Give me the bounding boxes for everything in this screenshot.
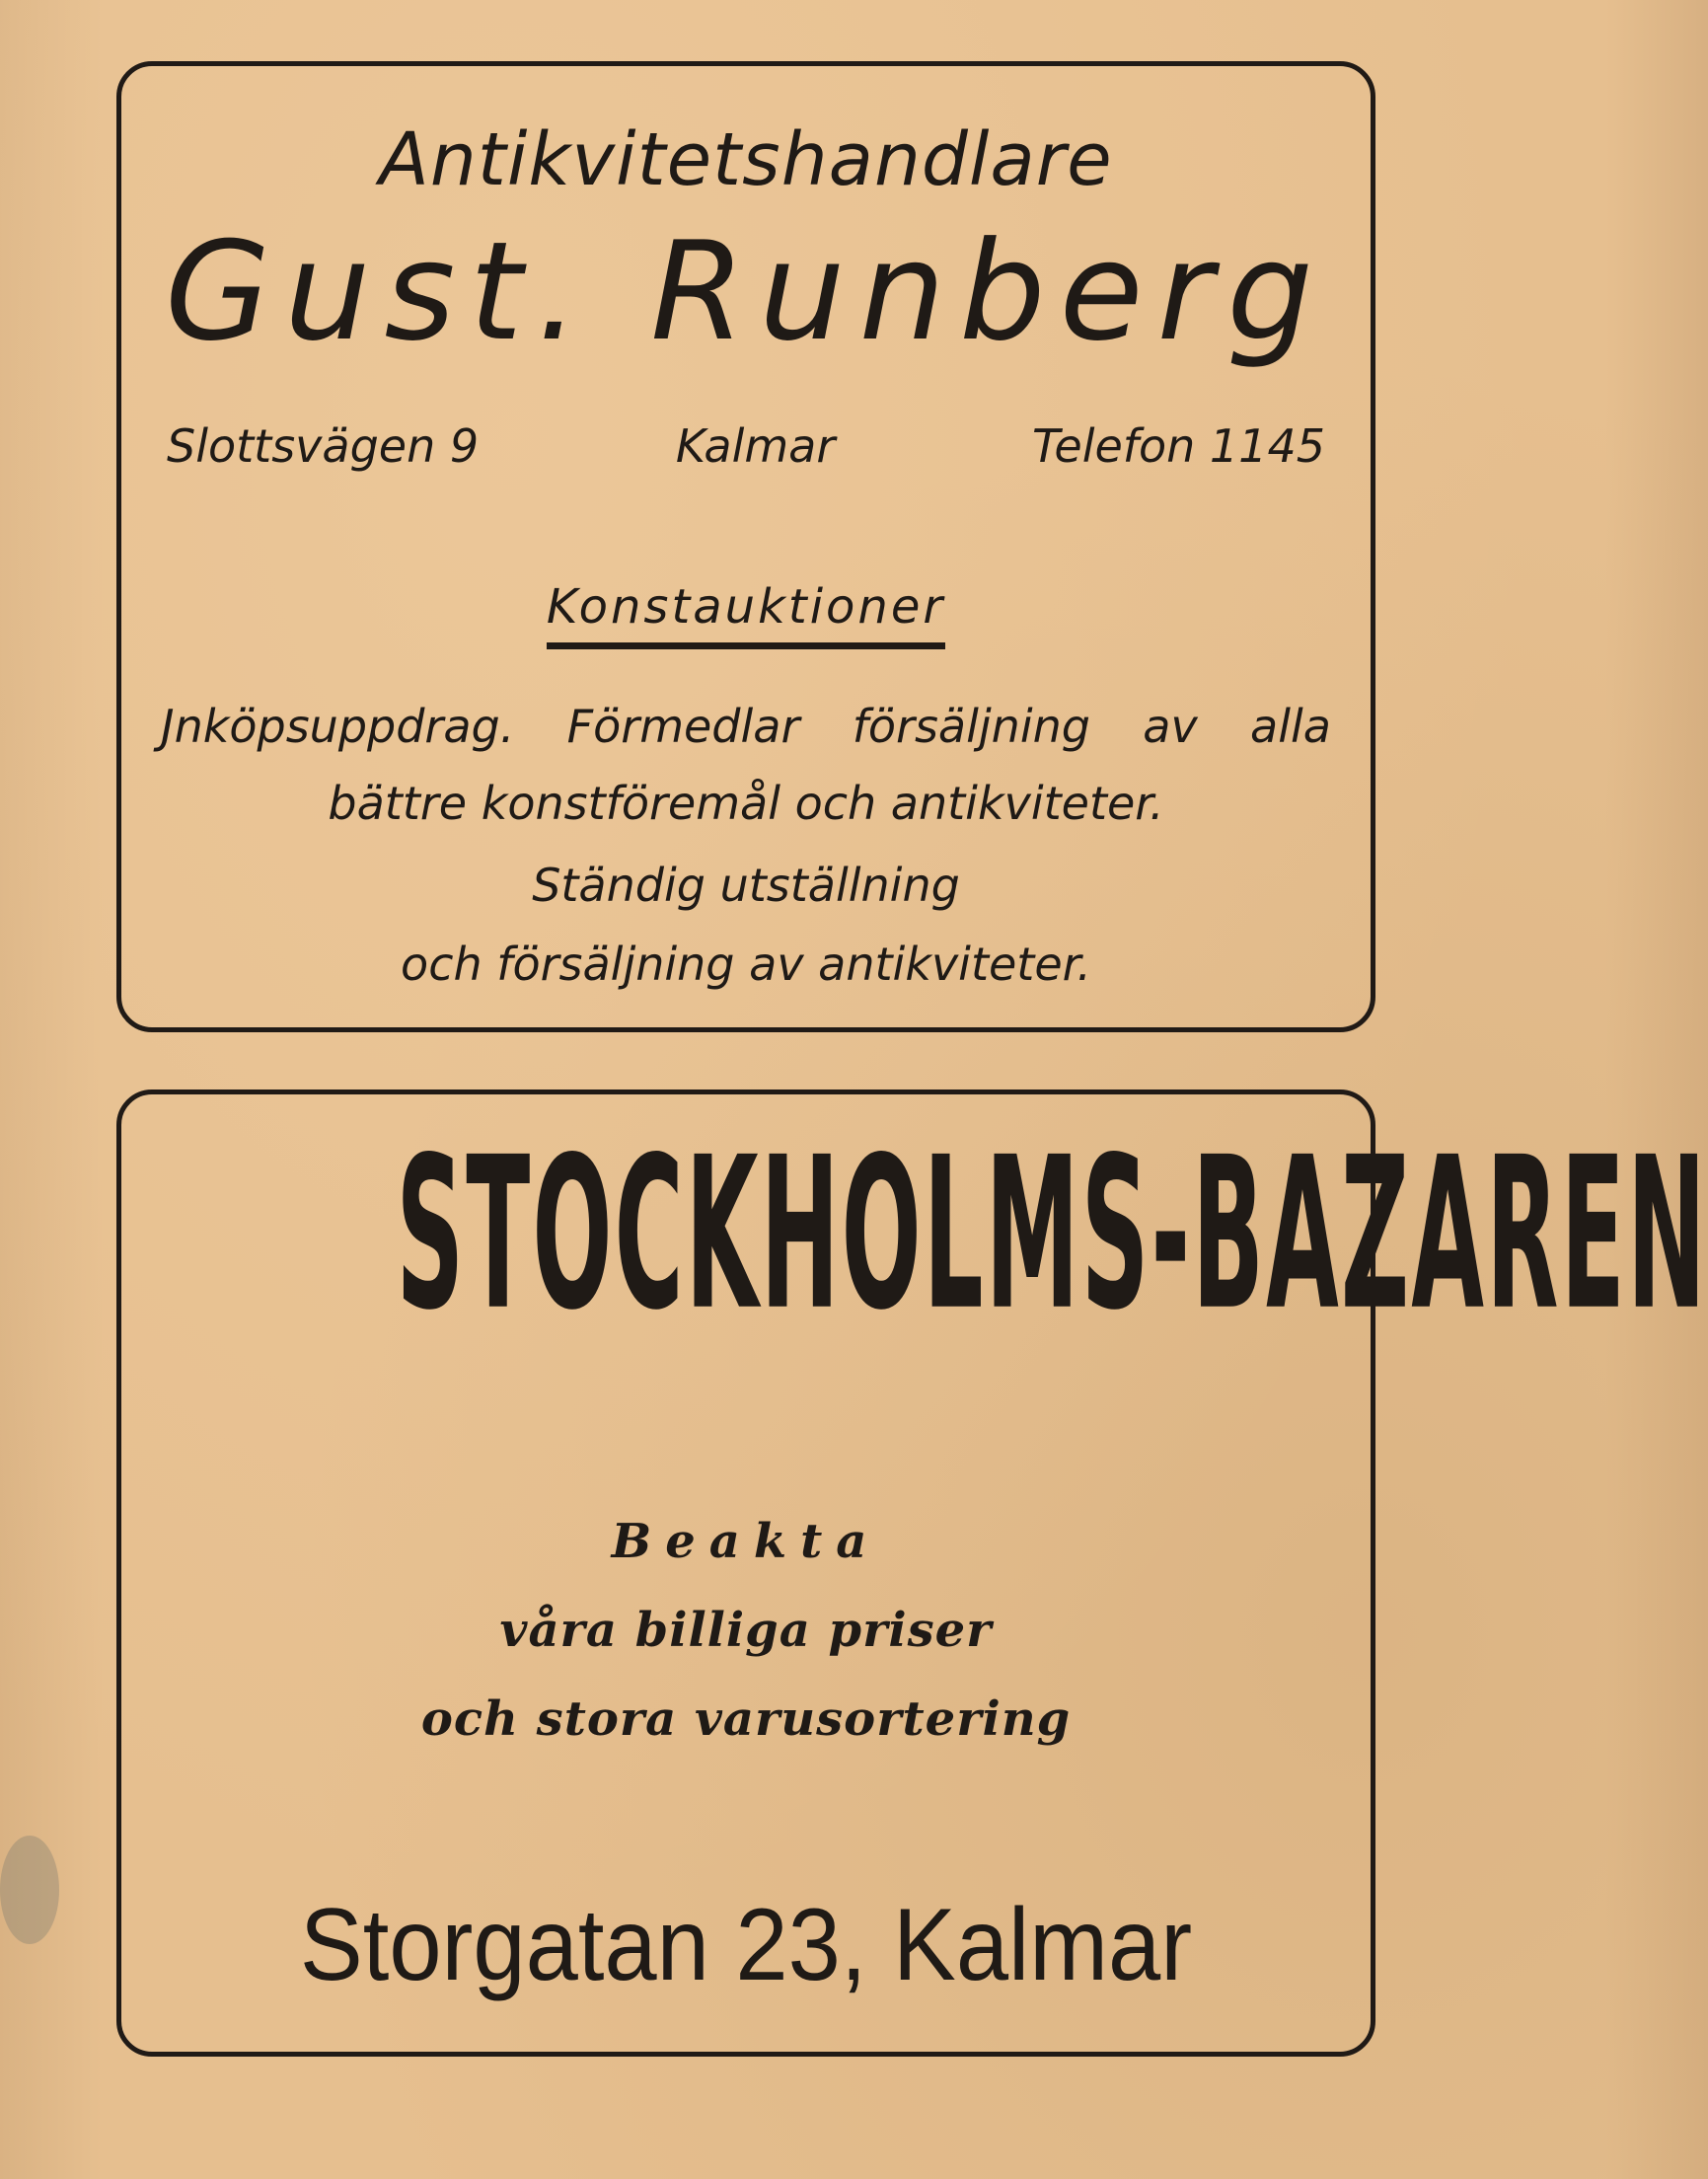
service-heading — [121, 579, 1371, 649]
store-name: STOCKHOLMS-BAZAREN — [396, 1112, 1708, 1357]
trade-title: Antikvitetshandlare — [379, 117, 1113, 202]
advertisement-runberg — [116, 61, 1375, 1032]
exhibit-line: Ständig utställning — [532, 859, 960, 912]
firm-name: Gust. Runberg — [165, 212, 1327, 371]
services-text — [161, 688, 1331, 842]
service-heading-text: Konstauktioner — [547, 579, 945, 649]
slogan-line: våra billiga priser — [499, 1603, 993, 1658]
contact-row — [167, 419, 1325, 473]
city: Kalmar — [675, 419, 836, 473]
store-address: Storgatan 23, Kalmar — [299, 1888, 1193, 2002]
advertisement-stockholms-bazaren — [116, 1090, 1708, 2057]
exhibit-line: och försäljning av antikviteter. — [401, 938, 1091, 991]
phone-number: Telefon 1145 — [1032, 419, 1325, 473]
services-line: Jnköpsuppdrag. Förmedlar försäljning av alla — [161, 700, 1331, 753]
lead-word: Beakta — [611, 1514, 881, 1569]
services-line: bättre konstföremål och antikviteter. — [328, 777, 1164, 830]
slogan-line: och stora varusortering — [420, 1691, 1072, 1747]
street-address: Slottsvägen 9 — [167, 419, 480, 473]
exhibit-text — [161, 846, 1331, 1004]
paper-stain — [0, 1836, 59, 1944]
